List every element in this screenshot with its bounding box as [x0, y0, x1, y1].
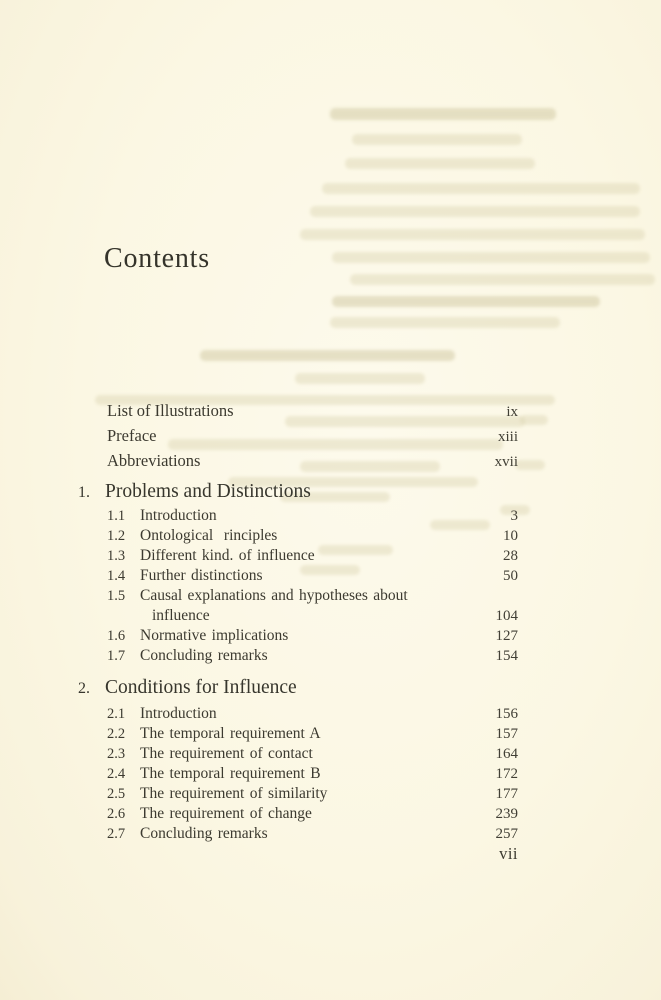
section-heading — [78, 675, 518, 702]
entry-page: xvii — [494, 454, 518, 470]
entry-number: 2.1 — [107, 706, 126, 722]
bleedthrough-artifact — [352, 134, 522, 145]
toc-subentry — [78, 784, 518, 804]
toc-subentry-continuation — [78, 606, 518, 626]
bleedthrough-artifact — [310, 206, 640, 217]
entry-number: 2.4 — [107, 766, 126, 782]
bleedthrough-artifact — [300, 229, 645, 240]
bleedthrough-artifact — [295, 373, 425, 384]
entry-number: 1.7 — [107, 648, 126, 664]
section-number: 2. — [78, 680, 90, 697]
toc-entry — [78, 449, 518, 474]
entry-label: Ontological rinciples — [140, 527, 278, 544]
toc-section-2 — [78, 675, 518, 844]
entry-page: 239 — [495, 806, 518, 822]
bleedthrough-artifact — [330, 108, 556, 120]
page-title: Contents — [104, 243, 210, 274]
entry-number: 1.2 — [107, 528, 126, 544]
entry-page: 257 — [495, 826, 518, 842]
entry-label-continuation: influence — [152, 607, 210, 624]
entry-page: 127 — [495, 628, 518, 644]
entry-label: List of Illustrations — [107, 401, 234, 420]
toc-subentry — [78, 546, 518, 566]
entry-label: Concluding remarks — [140, 825, 268, 842]
bleedthrough-artifact — [345, 158, 535, 169]
entry-number: 1.1 — [107, 508, 126, 524]
entry-label: Different kind. of influence — [140, 547, 315, 564]
page-number: vii — [499, 844, 518, 863]
toc-subentry — [78, 586, 518, 606]
entry-number: 2.7 — [107, 826, 126, 842]
entry-label: Normative implications — [140, 627, 289, 644]
entry-label: Concluding remarks — [140, 647, 268, 664]
entry-label: The temporal requirement A — [140, 725, 321, 742]
entry-page: xiii — [497, 429, 518, 445]
entry-page: 156 — [495, 706, 518, 722]
entry-page: ix — [506, 404, 518, 420]
entry-label: The requirement of change — [140, 805, 312, 822]
toc-subentry — [78, 724, 518, 744]
entry-number: 1.6 — [107, 628, 126, 644]
entry-page: 157 — [495, 726, 518, 742]
toc-subentry — [78, 704, 518, 724]
entry-page: 28 — [503, 548, 518, 564]
entry-page: 177 — [495, 786, 518, 802]
bleedthrough-artifact — [332, 252, 650, 263]
entry-page: 104 — [495, 608, 518, 624]
toc-subentry — [78, 566, 518, 586]
entry-number: 1.4 — [107, 568, 126, 584]
entry-number: 2.5 — [107, 786, 126, 802]
entry-label: The requirement of contact — [140, 745, 313, 762]
entry-page: 154 — [495, 648, 518, 664]
toc-subentry — [78, 506, 518, 526]
entry-label: Causal explanations and hypotheses about — [140, 587, 408, 604]
entry-label: Preface — [107, 426, 157, 445]
entry-number: 2.3 — [107, 746, 126, 762]
front-matter-list — [78, 399, 518, 474]
entry-number: 2.6 — [107, 806, 126, 822]
toc-subentry — [78, 804, 518, 824]
bleedthrough-artifact — [322, 183, 640, 194]
bleedthrough-artifact — [520, 415, 548, 425]
toc-subentry — [78, 646, 518, 666]
section-title: Problems and Distinctions — [105, 481, 311, 502]
toc-subentry — [78, 626, 518, 646]
bleedthrough-artifact — [350, 274, 655, 285]
entry-label: Introduction — [140, 507, 217, 524]
entry-number: 2.2 — [107, 726, 126, 742]
entry-label: The requirement of similarity — [140, 785, 328, 802]
entry-page: 3 — [510, 508, 518, 524]
entry-number: 1.5 — [107, 588, 126, 604]
toc-section-1 — [78, 479, 518, 666]
section-title: Conditions for Influence — [105, 677, 297, 698]
entry-label: Introduction — [140, 705, 217, 722]
entry-label: Abbreviations — [107, 451, 201, 470]
toc-entry — [78, 424, 518, 449]
toc-entry — [78, 399, 518, 424]
entry-label: Further distinctions — [140, 567, 263, 584]
section-number: 1. — [78, 484, 90, 501]
table-of-contents — [78, 399, 518, 844]
bleedthrough-artifact — [330, 317, 560, 328]
entry-label: The temporal requirement B — [140, 765, 321, 782]
bleedthrough-artifact — [200, 350, 455, 361]
bleedthrough-artifact — [515, 460, 545, 470]
toc-subentry — [78, 526, 518, 546]
entry-number: 1.3 — [107, 548, 126, 564]
toc-subentry — [78, 824, 518, 844]
toc-subentry — [78, 764, 518, 784]
entry-page: 10 — [503, 528, 518, 544]
entry-page: 164 — [495, 746, 518, 762]
bleedthrough-artifact — [332, 296, 600, 307]
entry-page: 50 — [503, 568, 518, 584]
section-heading — [78, 479, 518, 506]
entry-page: 172 — [495, 766, 518, 782]
toc-subentry — [78, 744, 518, 764]
